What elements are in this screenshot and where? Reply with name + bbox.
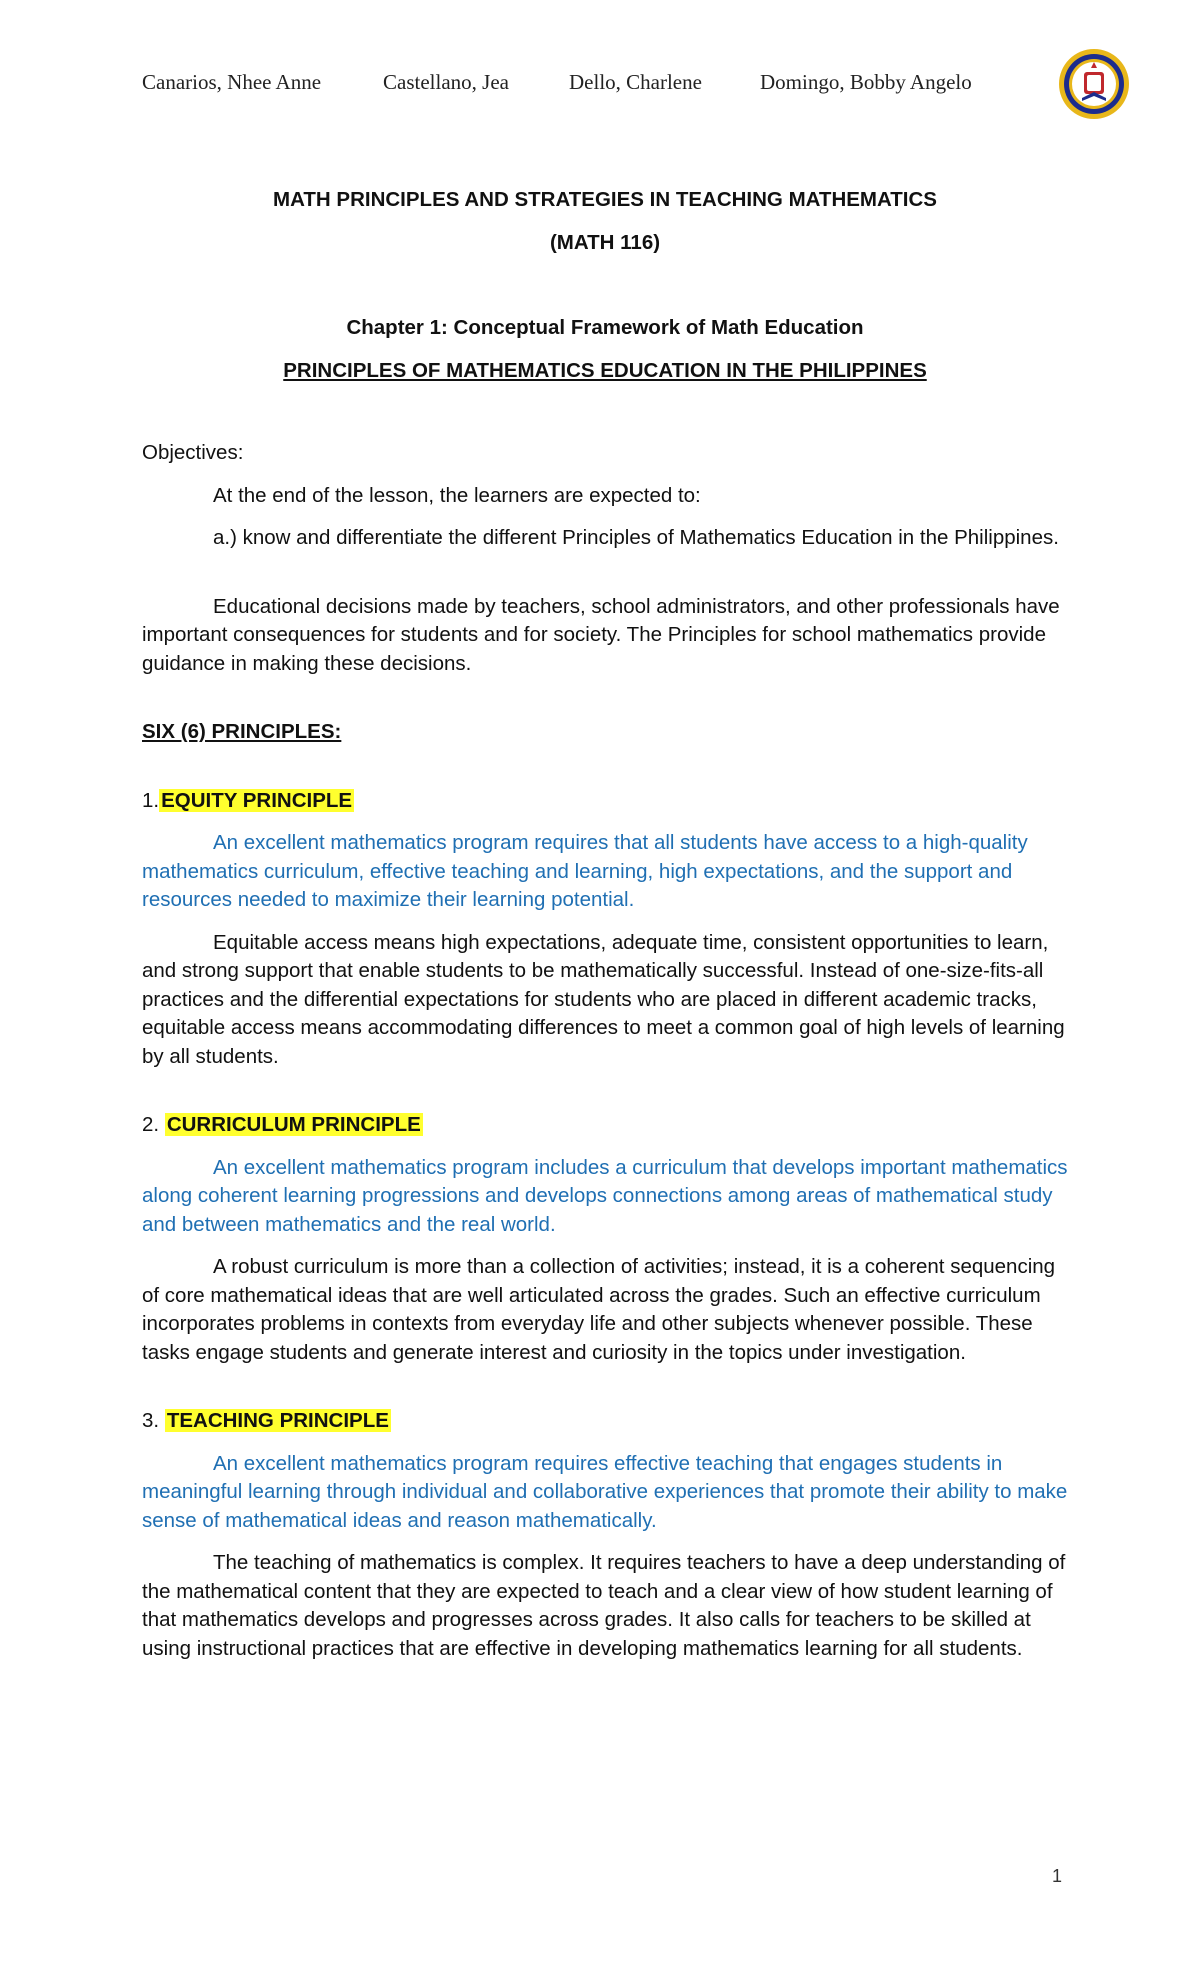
principle-explanation: Equitable access means high expectations, adequate time, consistent opportunities to learn, and strong support that enable students to be mathematically successful. Instead of one-size-fits-all practices and the differential expectations for students who are placed in different academic tracks, equitable access means accommodating differences to meet a common goal of high levels of learning by all students. — [142, 930, 1065, 1068]
author-name: Castellano, Jea — [383, 70, 509, 94]
six-principles-heading: SIX (6) PRINCIPLES: — [142, 720, 342, 743]
objectives-label: Objectives: — [142, 441, 244, 464]
principle-number: 2. — [142, 1113, 160, 1136]
principle-heading — [142, 1111, 1068, 1140]
intro-paragraph: Educational decisions made by teachers, school administrators, and other professionals have important consequences for students and for society. The Principles for school mathematics provide guidance in making these decisions. — [142, 594, 1060, 675]
section-subtitle: PRINCIPLES OF MATHEMATICS EDUCATION IN THE PHILIPPINES — [283, 358, 927, 382]
author-name: Domingo, Bobby Angelo — [760, 70, 972, 94]
principle-heading — [142, 787, 1068, 816]
course-code: (MATH 116) — [549, 230, 661, 254]
principle-name: CURRICULUM PRINCIPLE — [166, 1113, 421, 1136]
principle-statement: An excellent mathematics program requires effective teaching that engages students in meaningful learning through individual and collaborative experiences that promote their ability to make sense of mathematical ideas and reason mathematically. — [142, 1451, 1068, 1532]
university-seal-icon — [1058, 48, 1130, 120]
course-title: MATH PRINCIPLES AND STRATEGIES IN TEACHING MATHEMATICS — [273, 188, 937, 211]
principle-name: TEACHING PRINCIPLE — [166, 1409, 389, 1432]
document-body — [142, 186, 1068, 1663]
chapter-title: Chapter 1: Conceptual Framework of Math Education — [346, 316, 864, 339]
principle-name: EQUITY PRINCIPLE — [161, 788, 353, 812]
principle-number: 3. — [142, 1409, 160, 1432]
principle-statement: An excellent mathematics program includes a curriculum that develops important mathematics along coherent learning progressions and develops connections among areas of mathematical study and between mathematics and the real world. — [142, 1155, 1068, 1236]
objectives-intro: At the end of the lesson, the learners are expected to: — [213, 483, 701, 507]
objective-item-a: a.) know and differentiate the different Principles of Mathematics Education in the Philippines. — [213, 526, 1059, 549]
principle-explanation: A robust curriculum is more than a collection of activities; instead, it is a coherent sequencing of core mathematical ideas that are well articulated across the grades. Such an effective curriculum incorporates problems in contexts from everyday life and other subjects whenever possible. These tasks engage students and generate interest and curiosity in the topics under investigation. — [142, 1255, 1056, 1364]
author-name: Canarios, Nhee Anne — [142, 70, 322, 94]
page-number: 1 — [1052, 1866, 1063, 1886]
principle-statement: An excellent mathematics program requires that all students have access to a high-quality mathematics curriculum, effective teaching and learning, high expectations, and the support and resources needed to maximize their learning potential. — [142, 831, 1028, 911]
principle-explanation: The teaching of mathematics is complex. It requires teachers to have a deep understanding of the mathematical content that they are expected to teach and a clear view of how student learning of that mathematics develops and progresses across grades. It also calls for teachers to be skilled at using instructional practices that are effective in developing mathematics learning for all students. — [142, 1551, 1066, 1660]
principle-number: 1. — [142, 788, 160, 812]
author-name: Dello, Charlene — [569, 70, 702, 94]
principle-heading — [142, 1407, 1068, 1436]
